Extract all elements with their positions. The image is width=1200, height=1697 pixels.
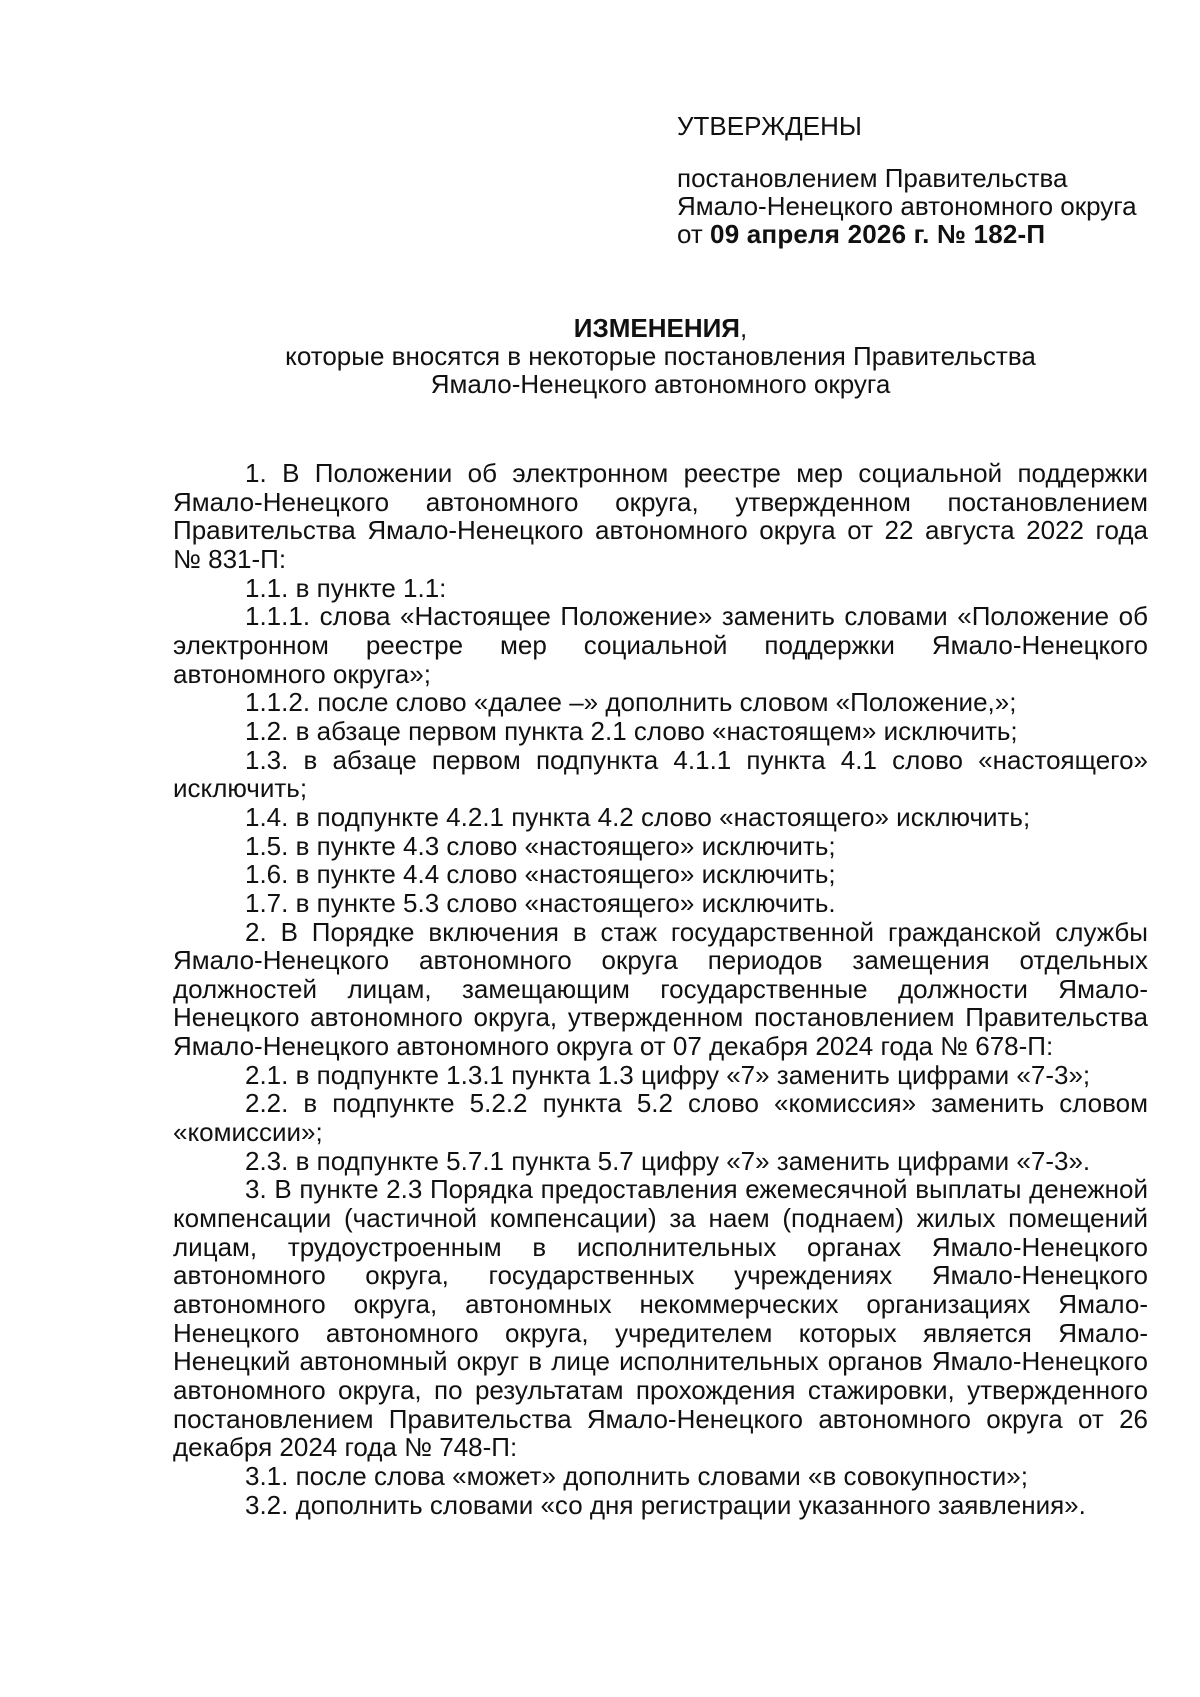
paragraph-1-5: 1.5. в пункте 4.3 слово «настоящего» исключить; (245, 830, 836, 861)
paragraph-2-2: 2.2. в подпункте 5.2.2 пункта 5.2 слово «комиссия» заменить словом «комиссии»; (173, 1088, 1148, 1148)
document-body (173, 459, 1148, 1519)
paragraph-2-1: 2.1. в подпункте 1.3.1 пункта 1.3 цифру «7» заменить цифрами «7-3»; (245, 1059, 1091, 1090)
approval-from: от (677, 219, 703, 249)
approval-date-line (677, 220, 1157, 248)
title-comma: , (740, 313, 748, 343)
approval-basis (677, 164, 1157, 248)
paragraph-1: 1. В Положении об электронном реестре мер социальной поддержки Ямало-Ненецкого автономного округа, утвержденном постановлением Правительства Ямало-Ненецкого автономного округа от 22 августа 2022 года № 831-П: (173, 458, 1148, 574)
title-heading: ИЗМЕНЕНИЯ (573, 313, 740, 343)
paragraph-2: 2. В Порядке включения в стаж государственной гражданской службы Ямало-Ненецкого автономного округа периодов замещения отдельных должностей лицам, замещающим государственные должности Ямало-Ненецкого автономного округа, утвержденном постановлением Правительства Ямало-Ненецкого автономного округа от 07 декабря 2024 года № 678-П: (173, 916, 1148, 1062)
paragraph-2-3: 2.3. в подпункте 5.7.1 пункта 5.7 цифру «7» заменить цифрами «7-3». (245, 1145, 1091, 1176)
document-title (173, 314, 1148, 398)
paragraph-1-1-1: 1.1.1. слова «Настоящее Положение» заменить словами «Положение об электронном реестре мер социальной поддержки Ямало-Ненецкого автономного округа»; (173, 601, 1148, 689)
paragraph-1-6: 1.6. в пункте 4.4 слово «настоящего» исключить; (245, 859, 836, 890)
paragraph-1-1: 1.1. в пункте 1.1: (245, 572, 447, 603)
approved-label: УТВЕРЖДЕНЫ (677, 111, 862, 141)
paragraph-1-4: 1.4. в подпункте 4.2.1 пункта 4.2 слово «настоящего» исключить; (245, 801, 1031, 832)
title-line-2: Ямало-Ненецкого автономного округа (430, 369, 891, 399)
paragraph-3-1: 3.1. после слова «может» дополнить словами «в совокупности»; (245, 1460, 1028, 1491)
title-heading-line (173, 314, 1148, 342)
paragraph-3: 3. В пункте 2.3 Порядка предоставления ежемесячной выплаты денежной компенсации (частичной компенсации) за наем (поднаем) жилых помещений лицам, трудоустроенным в исполнительных органах Ямало-Ненецкого автономного округа, государственных учреждениях Ямало-Ненецкого автономного округа, автономных некоммерческих организациях Ямало-Ненецкого автономного округа, учредителем которых является Ямало-Ненецкий автономный округ в лице исполнительных органов Ямало-Ненецкого автономного округа, по результатам прохождения стажировки, утвержденного постановлением Правительства Ямало-Ненецкого автономного округа от 26 декабря 2024 года № 748-П: (173, 1174, 1148, 1463)
paragraph-1-1-2: 1.1.2. после слово «далее –» дополнить словом «Положение,»; (245, 687, 1017, 718)
approval-date-number: 09 апреля 2026 г. № 182-П (710, 219, 1046, 249)
paragraph-1-7: 1.7. в пункте 5.3 слово «настоящего» исключить. (245, 887, 836, 918)
paragraph-3-2: 3.2. дополнить словами «со дня регистрации указанного заявления». (245, 1489, 1086, 1520)
approval-block (677, 112, 1157, 248)
paragraph-1-2: 1.2. в абзаце первом пункта 2.1 слово «настоящем» исключить; (245, 715, 1018, 746)
title-line-1: которые вносятся в некоторые постановления Правительства (285, 341, 1036, 371)
approval-line-2: Ямало-Ненецкого автономного округа (677, 191, 1137, 221)
approval-line-1: постановлением Правительства (677, 163, 1068, 193)
paragraph-1-3: 1.3. в абзаце первом подпункта 4.1.1 пункта 4.1 слово «настоящего» исключить; (173, 744, 1148, 804)
